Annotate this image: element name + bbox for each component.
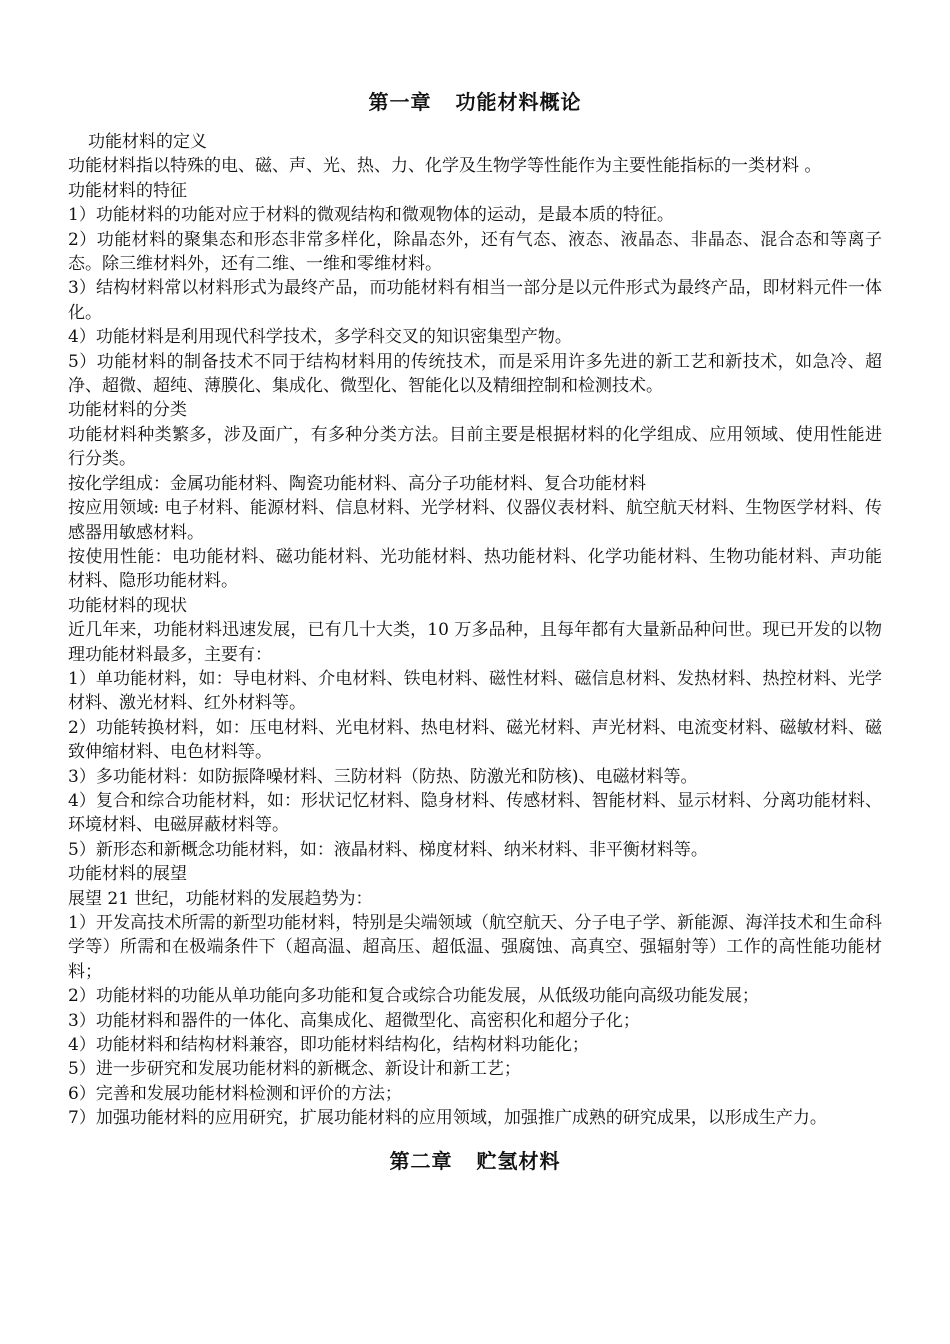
chapter-1-number: 第一章 [368,90,432,114]
list-item: 1）开发高技术所需的新型功能材料，特别是尖端领域（航空航天、分子电子学、新能源、海洋技术和生命科学等）所需和在极端条件下（超高温、超高压、超低温、强腐蚀、高真空、强辐射等）工作的高性能功能材料； [68,913,882,982]
list-item: 1）单功能材料，如：导电材料、介电材料、铁电材料、磁性材料、磁信息材料、发热材料、热控材料、光学材料、激光材料、红外材料等。 [68,668,882,714]
list-item: 3）功能材料和器件的一体化、高集成化、超微型化、高密积化和超分子化； [68,1010,640,1031]
document-page [68,86,882,1189]
list-item: 1）功能材料的功能对应于材料的微观结构和微观物体的运动，是最本质的特征。 [68,205,674,226]
list-item: 4）复合和综合功能材料，如：形状记忆材料、隐身材料、传感材料、智能材料、显示材料、分离功能材料、环境材料、电磁屏蔽材料等。 [68,790,882,836]
list-item: 3）结构材料常以材料形式为最终产品，而功能材料有相当一部分是以元件形式为最终产品，即材料元件一体化。 [68,278,882,323]
paragraph: 展望 21 世纪，功能材料的发展趋势为： [68,888,373,909]
list-item: 2）功能材料的功能从单功能向多功能和复合或综合功能发展，从低级功能向高级功能发展； [68,986,759,1007]
chapter-2-heading [68,1145,882,1177]
paragraph: 功能材料指以特殊的电、磁、声、光、热、力、化学及生物学等性能作为主要性能指标的一类材料 。 [68,156,822,177]
paragraph: 按使用性能：电功能材料、磁功能材料、光功能材料、热功能材料、化学功能材料、生物功能材料、声功能材料、隐形功能材料。 [68,546,882,592]
list-item: 2）功能材料的聚集态和形态非常多样化，除晶态外，还有气态、液态、液晶态、非晶态、混合态和等离子态。除三维材料外，还有二维、一维和零维材料。 [68,229,882,275]
list-item: 5）进一步研究和发展功能材料的新概念、新设计和新工艺； [68,1059,521,1080]
list-item: 2）功能转换材料，如：压电材料、光电材料、热电材料、磁光材料、声光材料、电流变材料、磁敏材料、磁致伸缩材料、电色材料等。 [68,717,882,763]
subheading-status: 功能材料的现状 [68,595,187,616]
paragraph: 按应用领域: 电子材料、能源材料、信息材料、光学材料、仪器仪表材料、航空航天材料、生物医学材料、传感器用敏感材料。 [68,498,882,543]
chapter-2-number: 第二章 [389,1148,453,1173]
list-item: 4）功能材料是利用现代科学技术，多学科交叉的知识密集型产物。 [68,327,572,348]
list-item: 7）加强功能材料的应用研究，扩展功能材料的应用领域，加强推广成熟的研究成果，以形成生产力。 [68,1108,827,1129]
paragraph: 功能材料种类繁多，涉及面广，有多种分类方法。目前主要是根据材料的化学组成、应用领域、使用性能进行分类。 [68,424,882,470]
chapter-2-title: 贮氢材料 [476,1148,561,1173]
subheading-features: 功能材料的特征 [68,180,187,201]
chapter-1-body [68,130,882,1131]
list-item: 3）多功能材料：如防振降噪材料、三防材料（防热、防激光和防核)、电磁材料等。 [68,766,698,787]
chapter-1-heading [68,86,882,118]
list-item: 5）新形态和新概念功能材料，如：液晶材料、梯度材料、纳米材料、非平衡材料等。 [68,839,708,860]
paragraph: 按化学组成：金属功能材料、陶瓷功能材料、高分子功能材料、复合功能材料 [68,473,646,494]
subheading-outlook: 功能材料的展望 [68,864,187,885]
list-item: 4）功能材料和结构材料兼容，即功能材料结构化，结构材料功能化； [68,1035,589,1056]
chapter-1-title: 功能材料概论 [455,90,582,114]
paragraph: 近几年来，功能材料迅速发展，已有几十大类，10 万多品种，且每年都有大量新品种问世。现已开发的以物理功能材料最多，主要有： [68,620,882,665]
list-item: 5）功能材料的制备技术不同于结构材料用的传统技术，而是采用许多先进的新工艺和新技术，如急冷、超净、超微、超纯、薄膜化、集成化、微型化、智能化以及精细控制和检测技术。 [68,351,882,397]
subheading-definition: 功能材料的定义 [88,132,207,152]
list-item: 6）完善和发展功能材料检测和评价的方法； [68,1083,402,1104]
subheading-classification: 功能材料的分类 [68,400,187,421]
